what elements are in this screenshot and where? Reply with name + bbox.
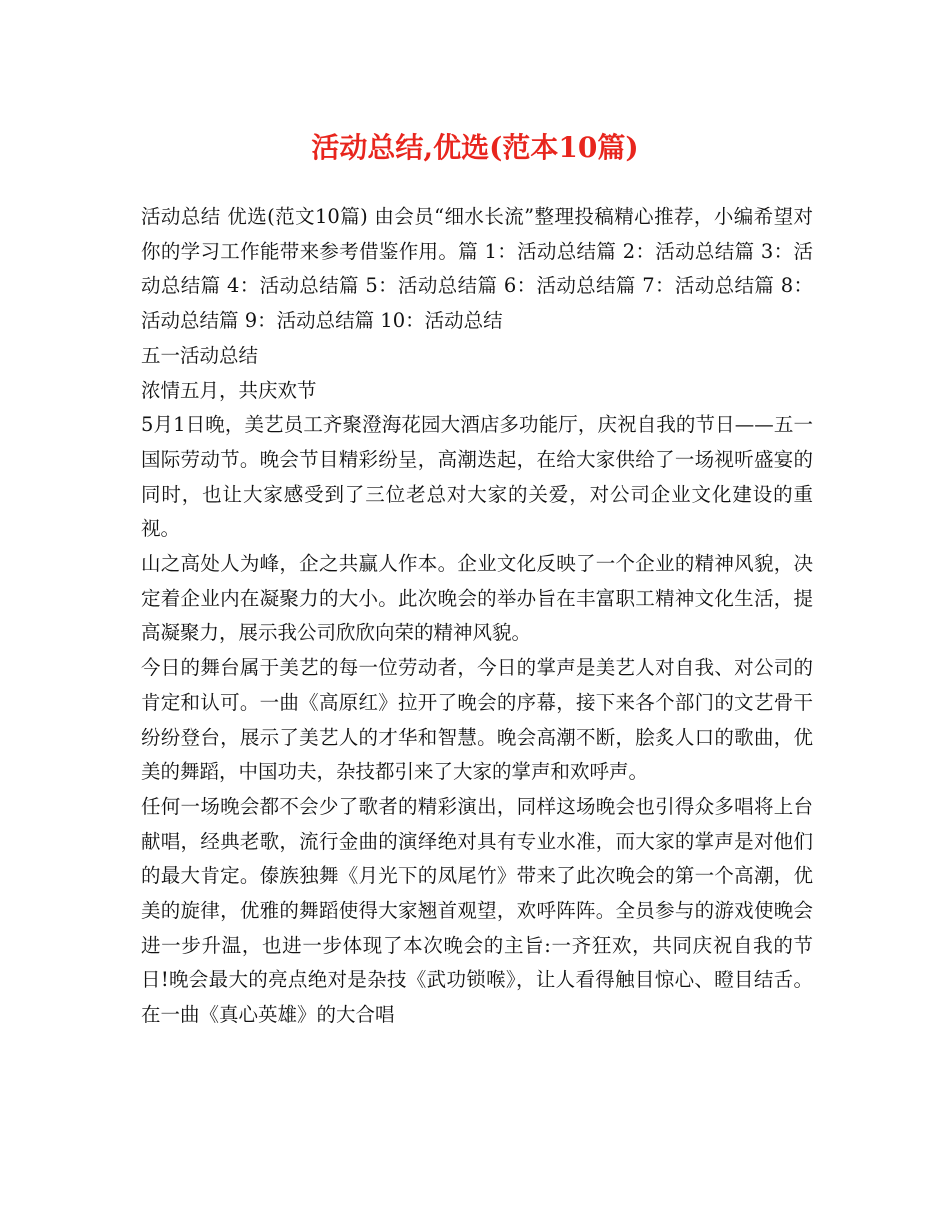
- body-paragraph: 任何一场晚会都不会少了歌者的精彩演出，同样这场晚会也引得众多唱将上台献唱，经典老歌，流行金曲的演绎绝对具有专业水准，而大家的掌声是对他们的最大肯定。傣族独舞《月光下的凤尾竹》带来了此次晚会的第一个高潮，优美的旋律，优雅的舞蹈使得大家翘首观望，欢呼阵阵。全员参与的游戏使晚会进一步升温，也进一步体现了本次晚会的主旨:一齐狂欢，共同庆祝自我的节日!晚会最大的亮点绝对是杂技《武功锁喉》，让人看得触目惊心、瞪目结舌。在一曲《真心英雄》的大合唱: [141, 794, 813, 1027]
- document-body: [141, 200, 813, 1033]
- intro-paragraph: 活动总结 优选(范文10篇) 由会员“细水长流”整理投稿精心推荐，小编希望对你的学习工作能带来参考借鉴作用。篇 1：活动总结篇 2：活动总结篇 3：活动总结篇 4：活动总结篇 5：活动总结篇 6：活动总结篇 7：活动总结篇 8：活动总结篇 9：活动总结篇 10：活动总结: [141, 205, 813, 333]
- section-subheading: 浓情五月，共庆欢节: [141, 378, 317, 402]
- body-paragraph: 山之高处人为峰，企之共赢人作本。企业文化反映了一个企业的精神风貌，决定着企业内在凝聚力的大小。此次晚会的举办旨在丰富职工精神文化生活，提高凝聚力，展示我公司欣欣向荣的精神风貌。: [141, 552, 813, 645]
- document-title: 活动总结,优选(范本10篇): [311, 131, 639, 164]
- section-heading: 五一活动总结: [141, 343, 259, 367]
- body-paragraph: 5月1日晚，美艺员工齐聚澄海花园大酒店多功能厅，庆祝自我的节日——五一国际劳动节。晚会节目精彩纷呈，高潮迭起，在给大家供给了一场视听盛宴的同时，也让大家感受到了三位老总对大家的关爱，对公司企业文化建设的重视。: [141, 413, 813, 541]
- body-paragraph: 今日的舞台属于美艺的每一位劳动者，今日的掌声是美艺人对自我、对公司的肯定和认可。一曲《高原红》拉开了晚会的序幕，接下来各个部门的文艺骨干纷纷登台，展示了美艺人的才华和智慧。晚会高潮不断，脍炙人口的歌曲，优美的舞蹈，中国功夫，杂技都引来了大家的掌声和欢呼声。: [141, 656, 813, 784]
